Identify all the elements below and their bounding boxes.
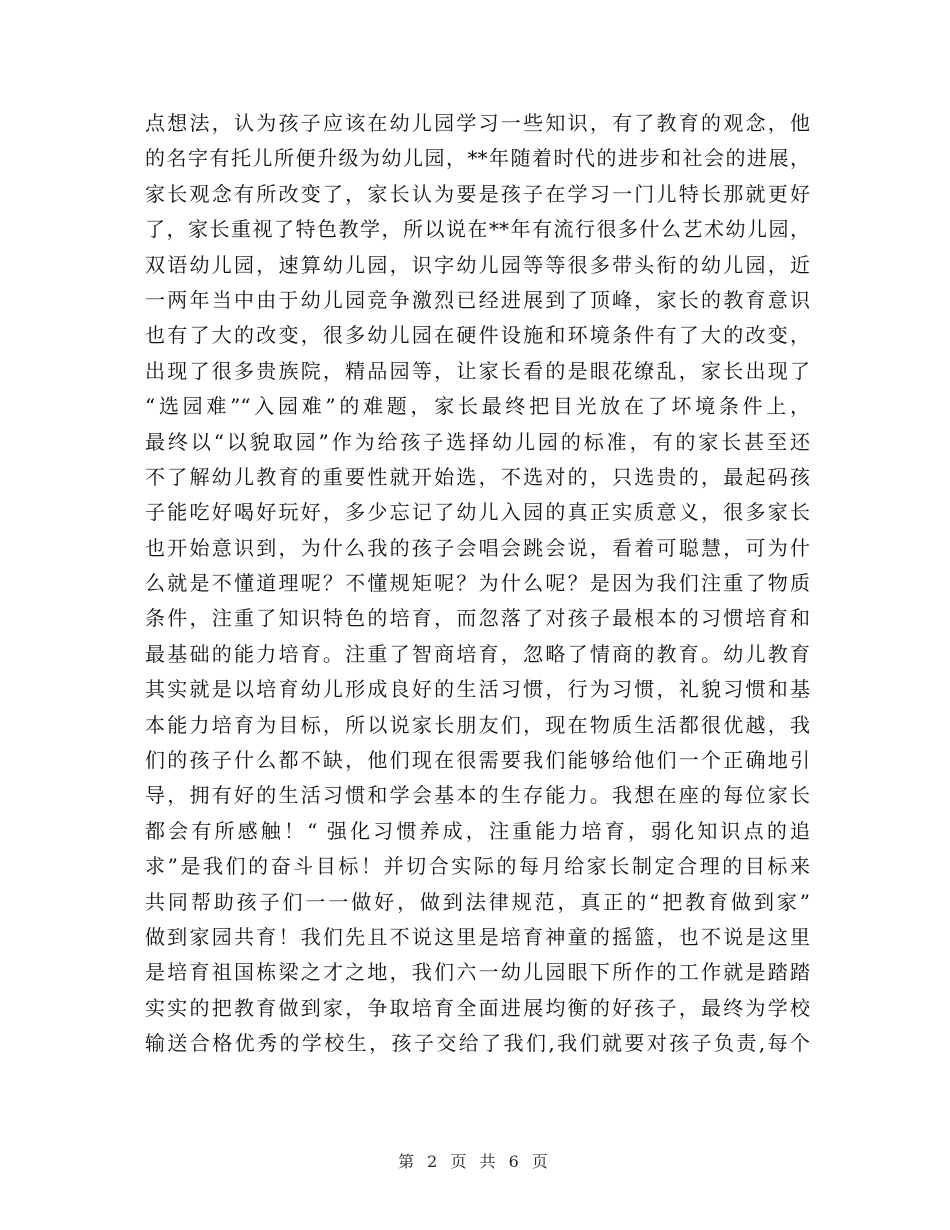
text-line-2: 的名字有托儿所便升级为幼儿园，**年随着时代的进步和社会的进展， (145, 146, 810, 171)
body-text (145, 106, 810, 1062)
page-footer: 第 2 页 共 6 页 (398, 1152, 552, 1171)
text-line-10: 最终以“以貌取园”作为给孩子选择幼儿园的标准，有的家长甚至还 (145, 429, 810, 454)
text-line-27: 输送合格优秀的学校生，孩子交给了我们,我们就要对孩子负责,每个 (145, 1031, 810, 1056)
text-line-13: 也开始意识到，为什么我的孩子会唱会跳会说，看着可聪慧，可为什 (145, 535, 810, 560)
text-line-24: 做到家园共育！我们先且不说这里是培育神童的摇篮，也不说是这里 (145, 924, 810, 949)
text-line-26: 实实的把教育做到家，争取培育全面进展均衡的好孩子，最终为学校 (145, 995, 810, 1020)
text-line-9: “选园难”“入园难”的难题，家长最终把目光放在了坏境条件上， (145, 394, 810, 419)
text-line-4: 了，家长重视了特色教学，所以说在**年有流行很多什么艺术幼儿园， (145, 217, 810, 242)
text-line-25: 是培育祖国栋梁之才之地，我们六一幼儿园眼下所作的工作就是踏踏 (145, 960, 810, 985)
text-line-7: 也有了大的改变，很多幼儿园在硬件设施和环境条件有了大的改变， (145, 323, 810, 348)
text-line-23: 共同帮助孩子们一一做好，做到法律规范，真正的“把教育做到家” (145, 889, 810, 914)
text-line-6: 一两年当中由于幼儿园竞争激烈已经进展到了顶峰，家长的教育意识 (145, 287, 810, 312)
text-line-16: 最基础的能力培育。注重了智商培育，忽略了情商的教育。幼儿教育 (145, 641, 810, 666)
text-line-19: 们的孩子什么都不缺，他们现在很需要我们能够给他们一个正确地引 (145, 748, 810, 773)
text-line-22: 求”是我们的奋斗目标！并切合实际的每月给家长制定合理的目标来 (145, 854, 810, 879)
text-line-8: 出现了很多贵族院，精品园等，让家长看的是眼花缭乱，家长出现了 (145, 358, 810, 383)
text-line-18: 本能力培育为目标，所以说家长朋友们，现在物质生活都很优越，我 (145, 712, 810, 737)
text-line-21: 都会有所感触！“ 强化习惯养成，注重能力培育，弱化知识点的追 (145, 818, 810, 843)
text-line-14: 么就是不懂道理呢？不懂规矩呢？为什么呢？是因为我们注重了物质 (145, 571, 810, 596)
text-line-11: 不了解幼儿教育的重要性就开始选，不选对的，只选贵的，最起码孩 (145, 464, 810, 489)
text-line-5: 双语幼儿园，速算幼儿园，识字幼儿园等等很多带头衔的幼儿园，近 (145, 252, 810, 277)
text-line-1: 点想法，认为孩子应该在幼儿园学习一些知识，有了教育的观念，他 (145, 111, 810, 135)
text-line-15: 条件，注重了知识特色的培育，而忽落了对孩子最根本的习惯培育和 (145, 606, 810, 631)
text-line-3: 家长观念有所改变了，家长认为要是孩子在学习一门儿特长那就更好 (145, 181, 810, 206)
text-line-12: 子能吃好喝好玩好，多少忘记了幼儿入园的真正实质意义，很多家长 (145, 500, 810, 525)
text-line-17: 其实就是以培育幼儿形成良好的生活习惯，行为习惯，礼貌习惯和基 (145, 677, 810, 702)
text-line-20: 导，拥有好的生活习惯和学会基本的生存能力。我想在座的每位家长 (145, 783, 810, 808)
